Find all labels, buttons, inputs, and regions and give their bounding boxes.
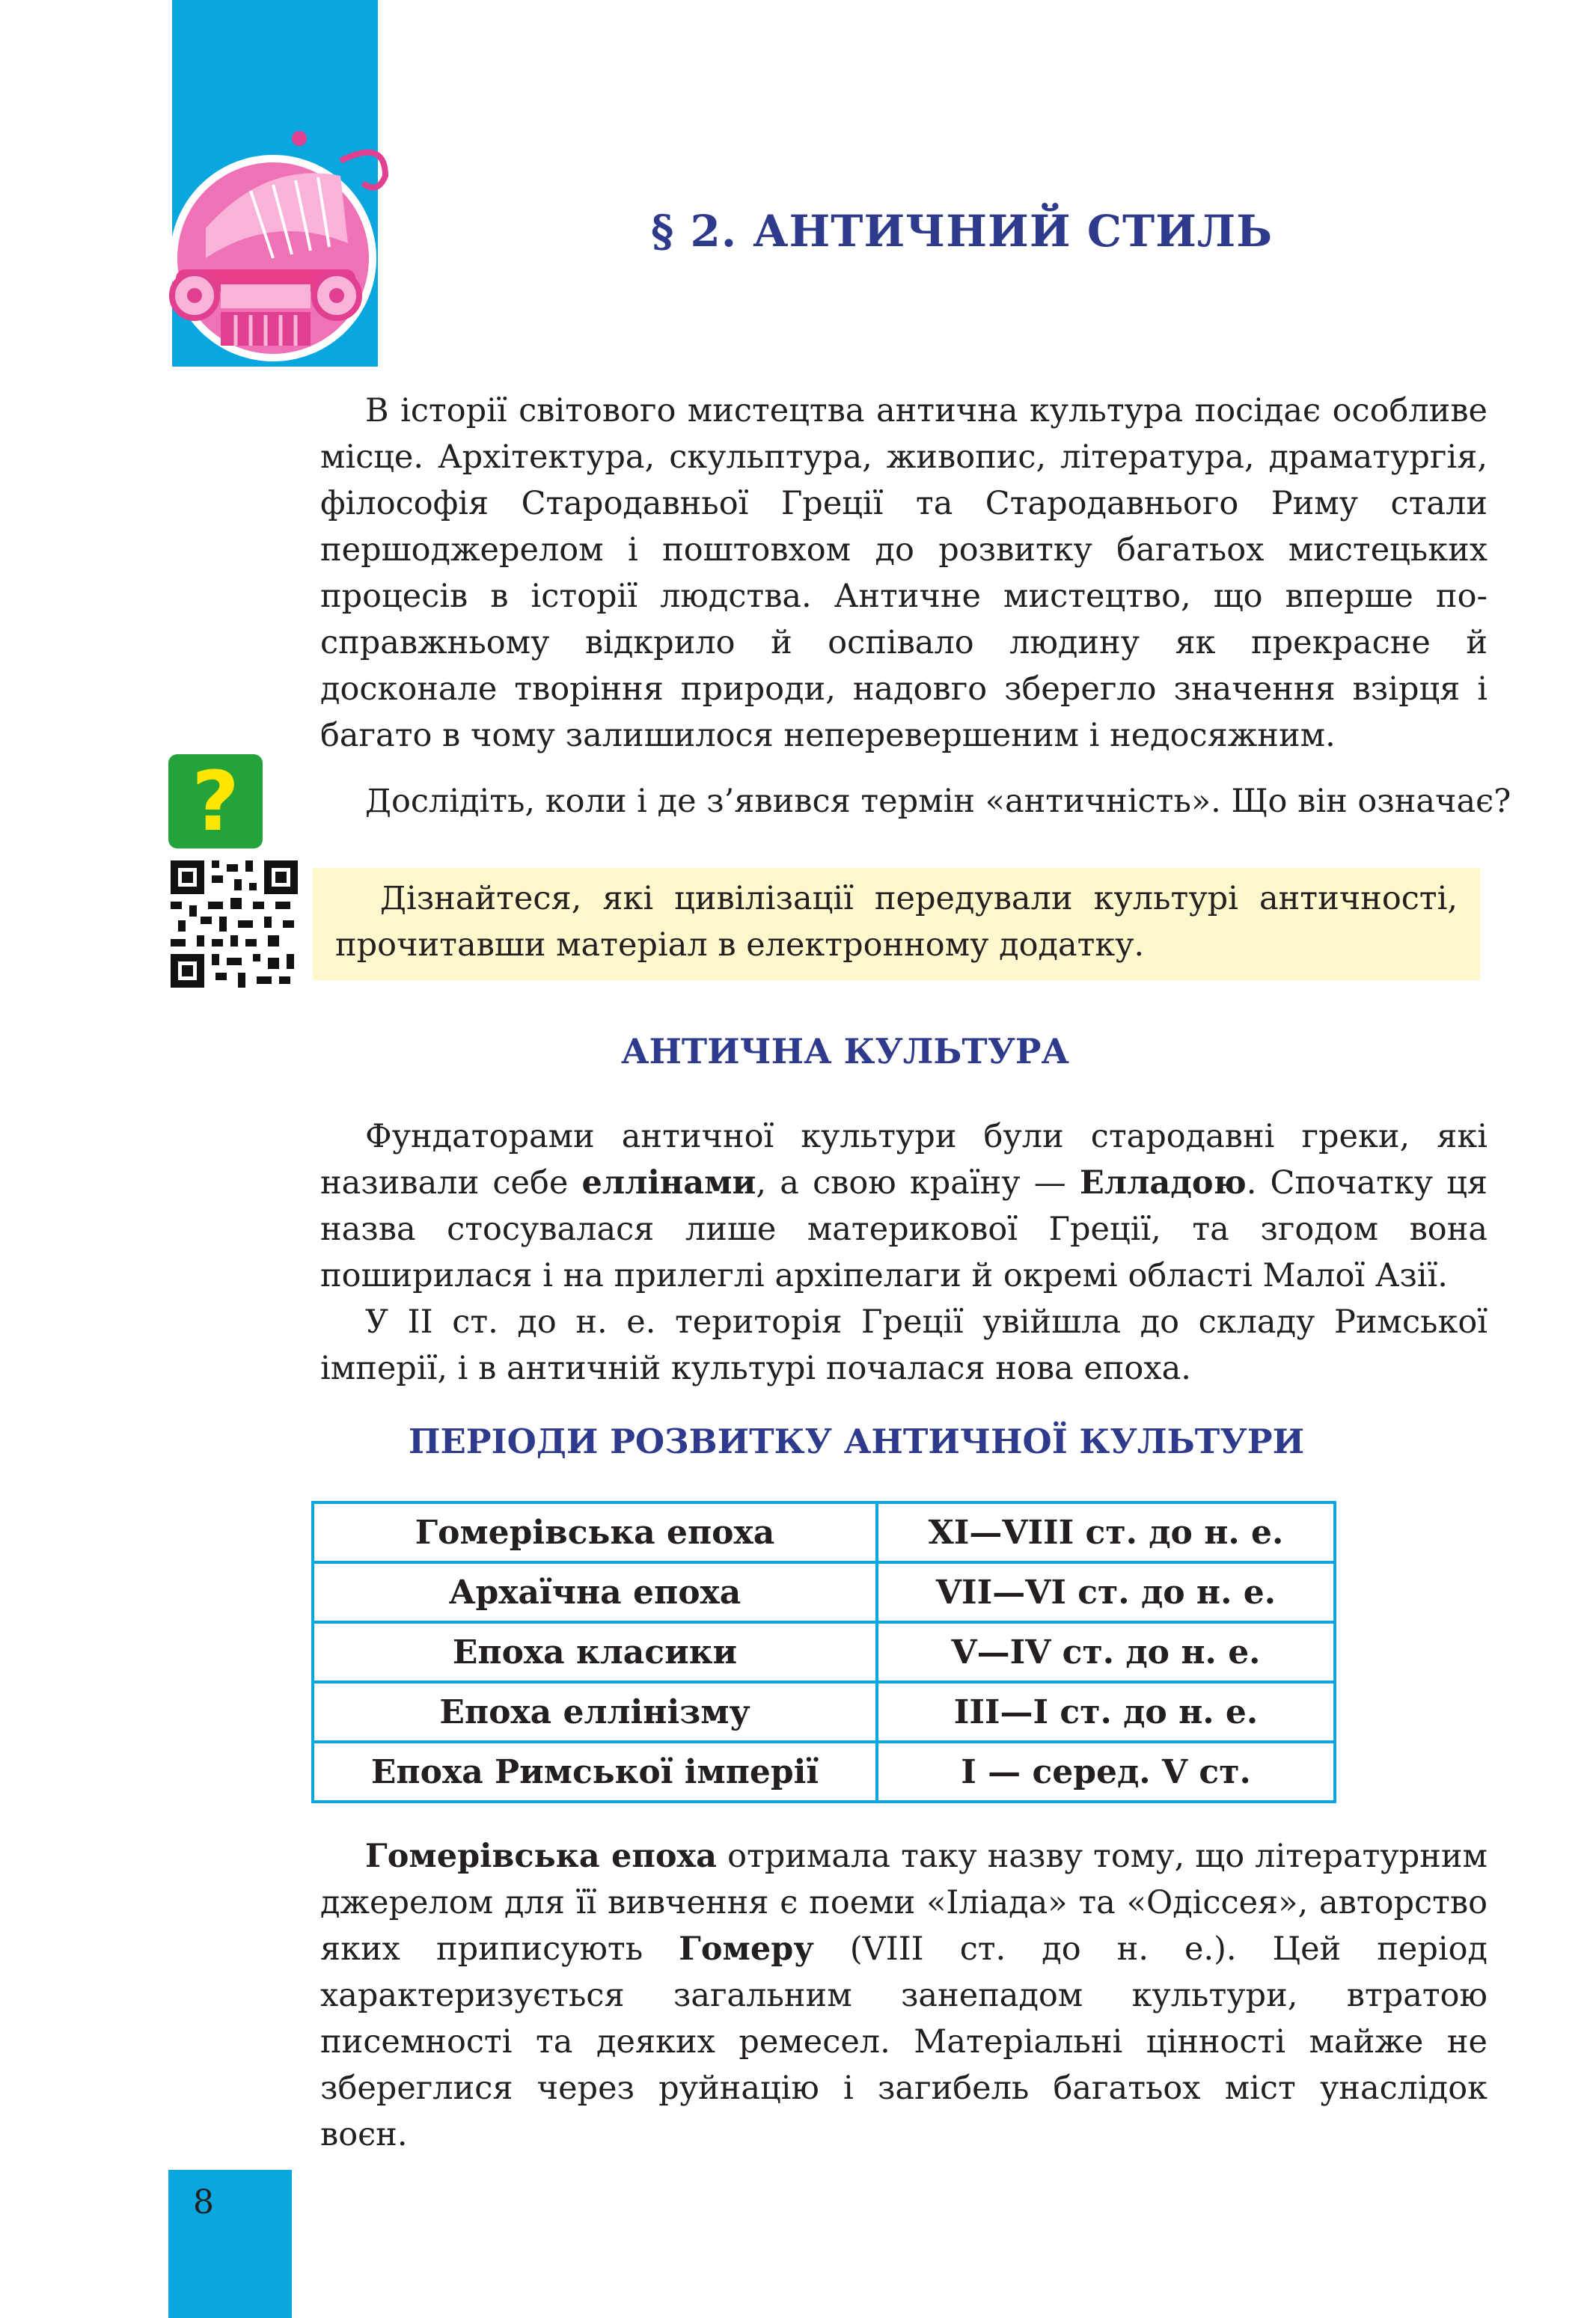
page-number-tab — [168, 2170, 292, 2318]
period-dates: VII—VI ст. до н. е. — [877, 1562, 1335, 1622]
table-heading: ПЕРІОДИ РОЗВИТКУ АНТИЧНОЇ КУЛЬТУРИ — [409, 1422, 1305, 1461]
question-text: Дослідіть, коли і де з’явився термін «античність». Що він означає? — [365, 783, 1511, 820]
question-mark-icon: ? — [192, 753, 239, 849]
table-row — [313, 1562, 1335, 1622]
period-name: Архаїчна епоха — [313, 1562, 877, 1622]
period-dates: V—IV ст. до н. е. — [877, 1622, 1335, 1682]
period-dates: I — серед. V ст. — [877, 1742, 1335, 1802]
table-row — [313, 1502, 1335, 1562]
note-text: Дізнайтеся, які цивілізації передували культурі античності, прочитавши матеріал в електронному додатку. — [335, 880, 1458, 964]
periods-table — [311, 1501, 1336, 1803]
paragraph-roman-empire: У II ст. до н. е. територія Греції увійшла до складу Римської імперії, і в античній культурі почалася нова епоха. — [320, 1303, 1488, 1387]
period-dates: XI—VIII ст. до н. е. — [877, 1502, 1335, 1562]
period-name: Епоха класики — [313, 1622, 877, 1682]
intro-paragraph: В історії світового мистецтва антична культура посідає особливе місце. Архітектура, скульптура, живопис, література, драматургія, філософія Стародавньої Греції та Стародавнього Риму стали першоджерелом і поштовхом до розвитку багатьох мистецьких процесів в історії людства. Античне мистецтво, що вперше по-справжньому відкрило й оспівало людину як прекрасне й досконале творіння природи, надовго зберегло значення взірця і багато в чому залишилося неперевершеним і недосяжним. — [320, 392, 1488, 754]
period-name: Епоха Римської імперії — [313, 1742, 877, 1802]
table-row — [313, 1742, 1335, 1802]
term-homer: Гомеру — [679, 1930, 814, 1968]
term-hellas: Елладою — [1079, 1164, 1247, 1202]
paragraph-founders: Фундаторами античної культури були стародавні греки, які називали себе еллінами, а свою країну — Елладою. Спочатку ця назва стосувалася лише материкової Греції, та згодом вона поширилася і на прилеглі архіпелаги й окремі області Малої Азії. — [320, 1118, 1488, 1294]
period-name: Епоха еллінізму — [313, 1682, 877, 1742]
section-heading: АНТИЧНА КУЛЬТУРА — [621, 1031, 1069, 1071]
question-badge — [168, 754, 263, 848]
page-title: § 2. АНТИЧНИЙ СТИЛЬ — [651, 206, 1274, 257]
period-name: Гомерівська епоха — [313, 1502, 877, 1562]
period-dates: III—I ст. до н. е. — [877, 1682, 1335, 1742]
lyre-ionic-column-icon — [161, 131, 408, 363]
electronic-supplement-note — [313, 868, 1480, 980]
term-homeric-era: Гомерівська епоха — [365, 1838, 718, 1875]
table-row — [313, 1622, 1335, 1682]
page-number: 8 — [193, 2183, 214, 2221]
paragraph-homeric-era: Гомерівська епоха отримала таку назву тому, що літературним джерелом для її вивчення є поеми «Іліада» та «Одіссея», авторство яких приписують Гомеру (VIII ст. до н. е.). Цей період характеризується загальним занепадом культури, втратою писемності та деяких ремесел. Матеріальні цінності майже не збереглися через руйнацію і загибель багатьох міст унаслідок воєн. — [320, 1838, 1488, 2153]
term-hellenes: еллінами — [581, 1164, 756, 1202]
qr-code-icon[interactable] — [171, 860, 298, 988]
table-row — [313, 1682, 1335, 1742]
